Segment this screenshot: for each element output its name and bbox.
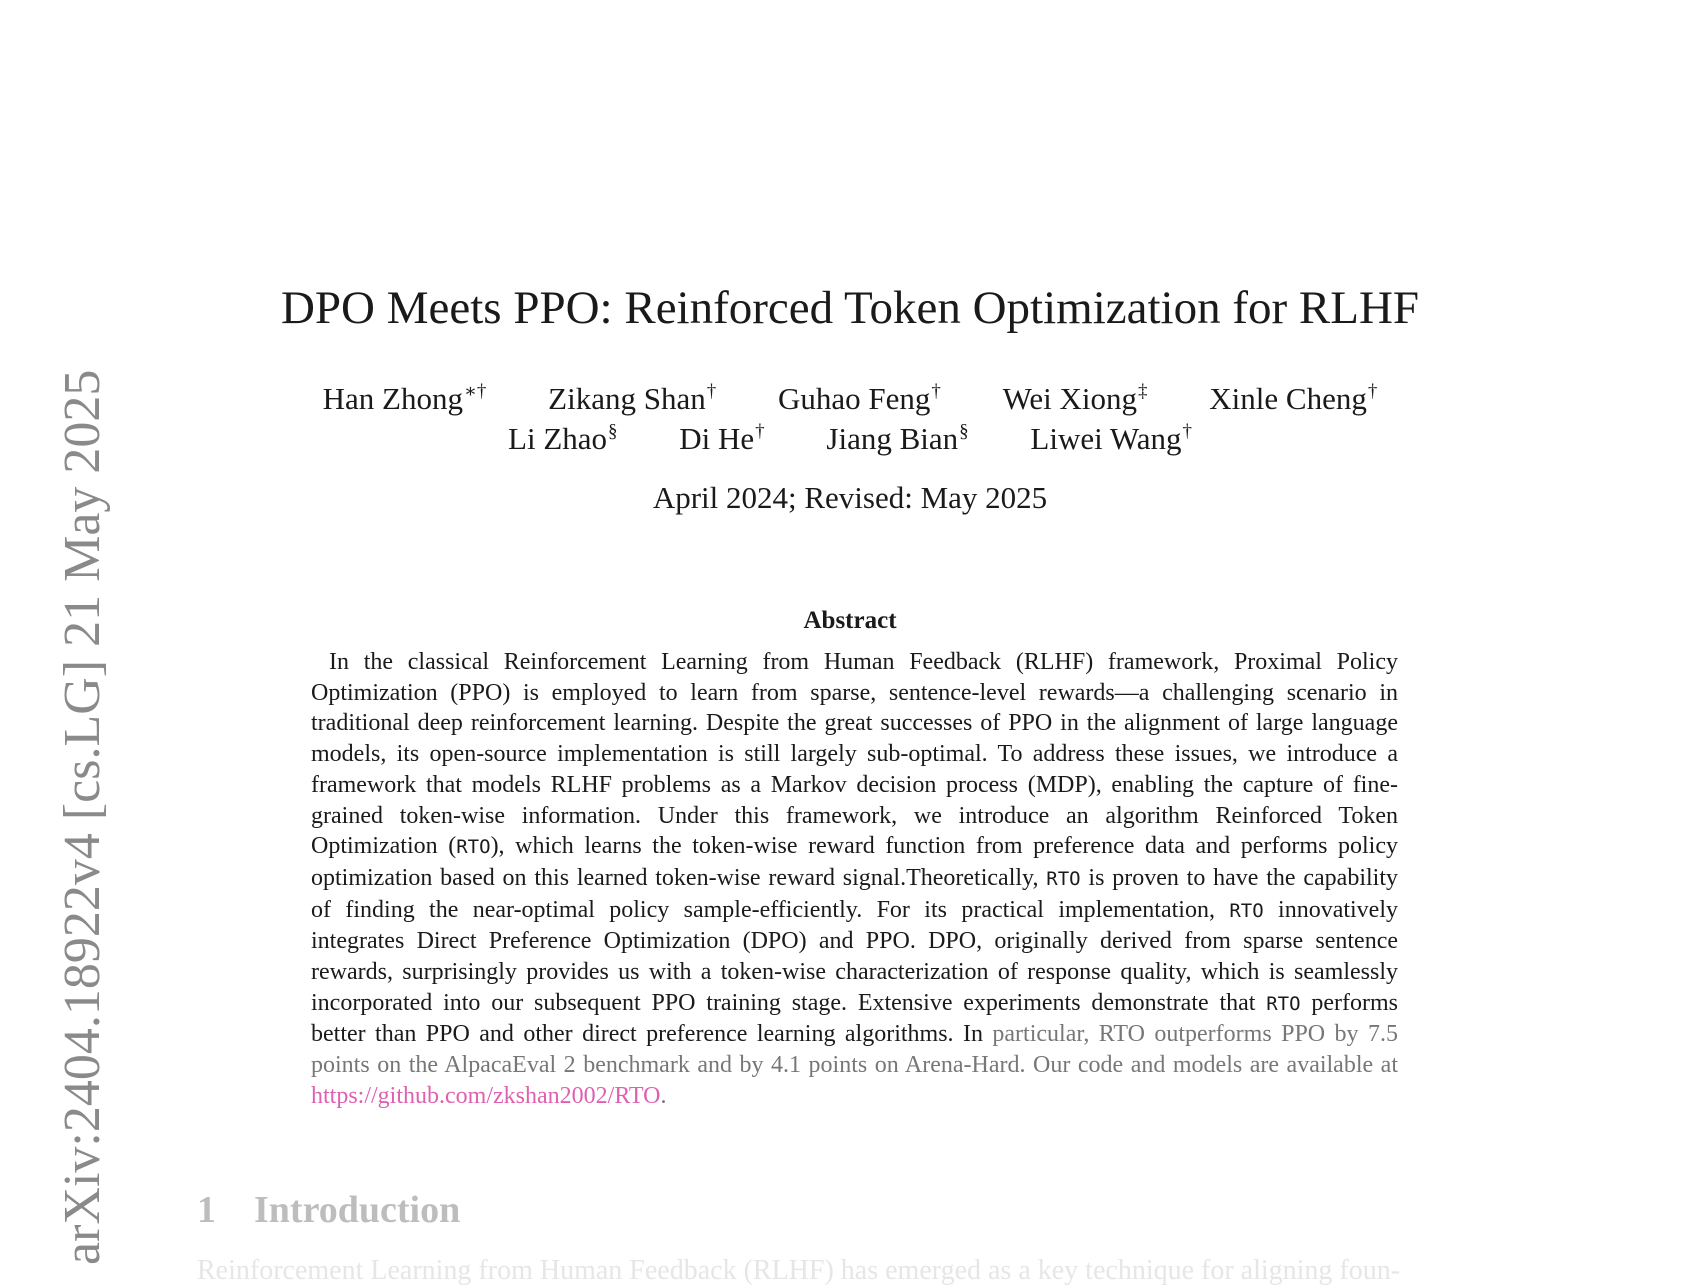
section-number: 1 [197, 1189, 216, 1231]
rto-code-name: RTO [456, 836, 491, 859]
rto-code-name: RTO [1046, 867, 1081, 890]
affiliation-mark: † [931, 381, 941, 402]
arxiv-identifier-stamp: arXiv:2404.18922v4 [cs.LG] 21 May 2025 [54, 369, 111, 1265]
paper-title: DPO Meets PPO: Reinforced Token Optimization for RLHF [280, 282, 1420, 334]
abstract-body: In the classical Reinforcement Learning from Human Feedback (RLHF) framework, Proximal Policy Optimization (PPO) is employed to learn from sparse, sentence-level rewards—a challenging scenario in traditional deep reinforcement learning. Despite the great successes of PPO in the alignment of large language models, its open-source implementation is still largely sub-optimal. To address these issues, we introduce a framework that models RLHF problems as a Markov decision process (MDP), enabling the capture of fine-grained token-wise information. Under this framework, we introduce an algorithm Reinforced Token Optimization (RTO), which learns the token-wise reward function from preference data and performs policy optimization based on this learned token-wise reward signal.Theoretically, RTO is proven to have the capability of finding the near-optimal policy sample-efficiently. For its practical implementation, RTO innovatively integrates Direct Preference Optimization (DPO) and PPO. DPO, originally derived from sparse sentence rewards, surprisingly provides us with a token-wise characterization of response quality, which is seamlessly incorporated into our subsequent PPO training stage. Extensive experiments demonstrate that RTO performs better than PPO and other direct preference learning algorithms. In particular, RTO outperforms PPO by 7.5 points on the AlpacaEval 2 benchmark and by 4.1 points on Arena-Hard. Our code and models are available at https://github.com/zkshan2002/RTO. [311, 649, 1399, 1109]
author: Han Zhong∗† [322, 381, 487, 416]
affiliation-mark: † [1367, 381, 1378, 402]
author: Wei Xiong‡ [1002, 381, 1148, 416]
rto-code-name: RTO [1266, 992, 1301, 1015]
abstract-heading: Abstract [803, 607, 897, 634]
author: Zikang Shan† [548, 381, 717, 416]
affiliation-mark: § [959, 421, 969, 442]
affiliation-mark: † [755, 421, 765, 442]
author-list-row-2 [0, 412, 1700, 459]
author: Xinle Cheng† [1209, 381, 1378, 416]
author: Di He† [679, 421, 765, 456]
publication-date: April 2024; Revised: May 2025 [652, 480, 1048, 515]
affiliation-mark: † [1182, 421, 1192, 442]
affiliation-mark: ∗† [463, 381, 487, 402]
author: Guhao Feng† [777, 381, 941, 416]
affiliation-mark: ‡ [1138, 381, 1148, 402]
section-heading-introduction [197, 1188, 460, 1232]
author: Jiang Bian§ [826, 421, 969, 456]
author: Liwei Wang† [1030, 421, 1192, 456]
author: Li Zhao§ [508, 421, 618, 456]
code-repository-link[interactable]: https://github.com/zkshan2002/RTO [311, 1082, 661, 1109]
section-title: Introduction [254, 1189, 461, 1231]
affiliation-mark: § [608, 421, 618, 442]
rto-code-name: RTO [1229, 899, 1264, 922]
abstract-faded-text: particular, RTO outperforms PPO by 7.5 points on the AlpacaEval 2 benchmark and by 4.1 points on Arena-Hard. Our code and models are available at https://github.com/zkshan2002/RTO. [311, 1021, 1398, 1109]
introduction-first-line: Reinforcement Learning from Human Feedback (RLHF) has emerged as a key technique for aligning foun- [197, 1255, 1401, 1286]
affiliation-mark: † [706, 381, 717, 402]
